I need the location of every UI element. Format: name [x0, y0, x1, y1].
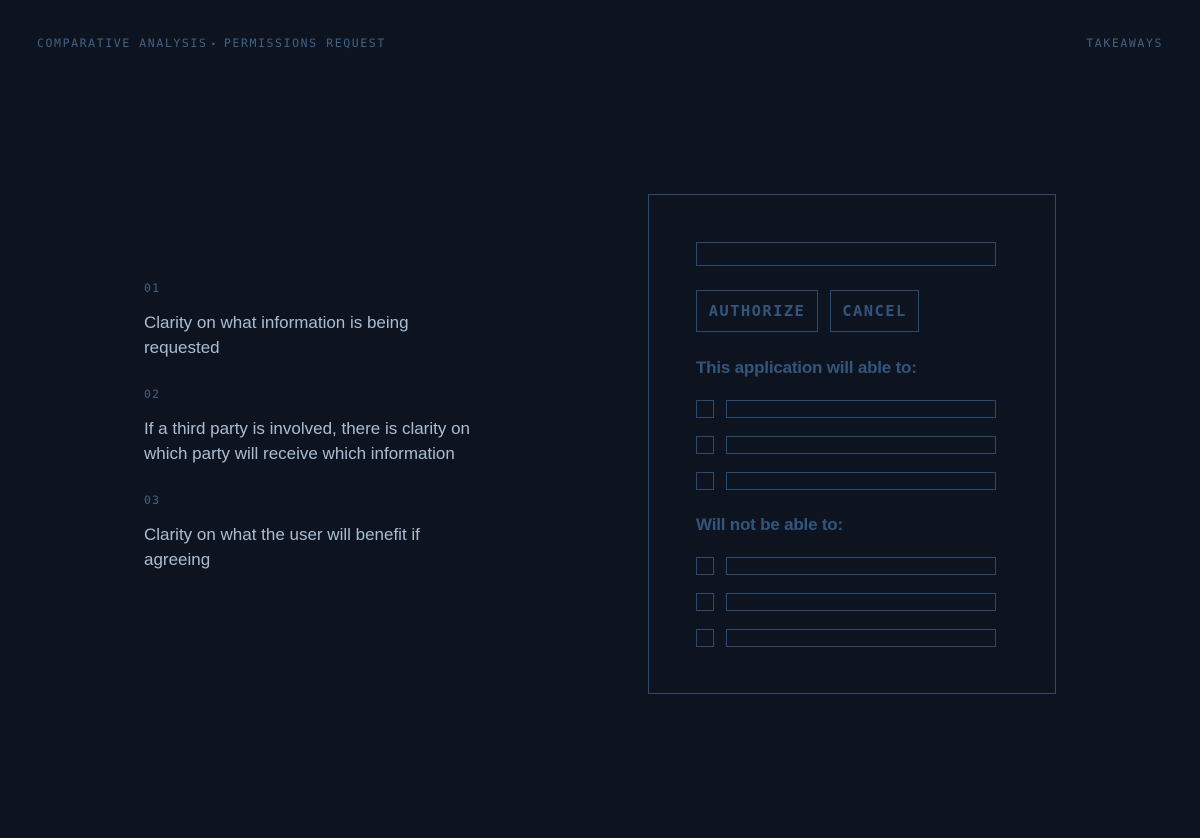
takeaways-link[interactable]: TAKEAWAYS [1086, 36, 1163, 50]
permission-text-placeholder [726, 557, 996, 575]
permission-checkbox[interactable] [696, 557, 714, 575]
breadcrumb [37, 36, 386, 50]
denied-permissions-list [696, 557, 996, 665]
permission-row [696, 472, 996, 490]
takeaways-list [144, 281, 484, 599]
permission-checkbox[interactable] [696, 472, 714, 490]
takeaway-item [144, 493, 484, 572]
allowed-permissions-list [696, 400, 996, 508]
breadcrumb-item-comparative-analysis[interactable]: COMPARATIVE ANALYSIS [37, 36, 208, 50]
permission-text-placeholder [726, 436, 996, 454]
permission-row [696, 593, 996, 611]
permission-checkbox[interactable] [696, 629, 714, 647]
allowed-permissions-heading: This application will able to: [696, 358, 917, 377]
permission-text-placeholder [726, 472, 996, 490]
breadcrumb-item-permissions-request[interactable]: PERMISSIONS REQUEST [223, 36, 386, 50]
authorize-button[interactable]: AUTHORIZE [696, 290, 818, 332]
takeaway-item [144, 387, 484, 466]
permission-row [696, 557, 996, 575]
permission-row [696, 400, 996, 418]
takeaway-text: Clarity on what the user will benefit if agreeing [144, 525, 420, 569]
top-bar [37, 36, 1163, 50]
app-name-placeholder-field [696, 242, 996, 266]
takeaway-text: Clarity on what information is being requested [144, 313, 409, 357]
breadcrumb-separator-icon: ▸ [211, 39, 218, 48]
permission-text-placeholder [726, 593, 996, 611]
permission-dialog-wireframe [648, 194, 1056, 694]
permission-checkbox[interactable] [696, 436, 714, 454]
takeaway-number: 01 [144, 281, 161, 295]
permission-row [696, 436, 996, 454]
permission-text-placeholder [726, 400, 996, 418]
takeaway-number: 03 [144, 493, 161, 507]
takeaway-number: 02 [144, 387, 161, 401]
permission-checkbox[interactable] [696, 400, 714, 418]
cancel-button[interactable]: CANCEL [830, 290, 919, 332]
takeaway-item [144, 281, 484, 360]
permission-checkbox[interactable] [696, 593, 714, 611]
permission-row [696, 629, 996, 647]
takeaway-text: If a third party is involved, there is clarity on which party will receive which information [144, 419, 470, 463]
denied-permissions-heading: Will not be able to: [696, 515, 843, 534]
permission-text-placeholder [726, 629, 996, 647]
